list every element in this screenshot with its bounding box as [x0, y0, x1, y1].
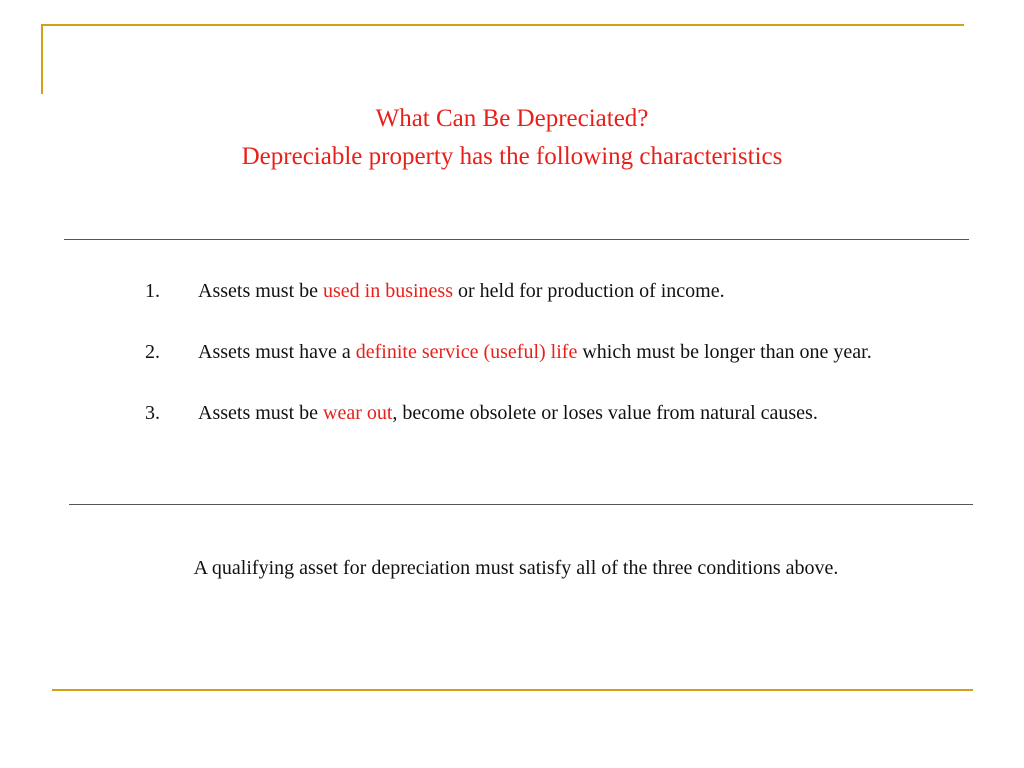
list-item [140, 398, 886, 429]
item-highlight: wear out [323, 402, 393, 424]
item-text-after: or held for production of income. [453, 280, 725, 302]
item-highlight: used in business [323, 280, 453, 302]
frame-bottom-border [52, 689, 973, 691]
conclusion-note: A qualifying asset for depreciation must satisfy all of the three conditions above. [193, 557, 839, 579]
title-line-2: Depreciable property has the following characteristics [241, 143, 783, 170]
item-number: 1. [145, 280, 160, 302]
list-item [140, 337, 886, 368]
bottom-divider [69, 504, 973, 505]
characteristics-list [140, 276, 886, 459]
item-text-after: , become obsolete or loses value from natural causes. [392, 402, 818, 424]
frame-top-border [42, 24, 964, 26]
top-divider [64, 239, 969, 240]
frame-left-border [41, 24, 43, 94]
item-text [198, 276, 886, 307]
item-highlight: definite service (useful) life [355, 341, 578, 363]
list-item [140, 276, 886, 307]
item-number: 3. [145, 402, 160, 424]
item-text-after: which must be longer than one year. [577, 341, 872, 363]
item-text-before: Assets must be [198, 280, 323, 302]
item-number: 2. [145, 341, 160, 363]
item-text [198, 398, 886, 429]
slide-title [0, 100, 1024, 176]
item-text-before: Assets must be [198, 402, 323, 424]
item-text [198, 337, 886, 368]
title-line-1: What Can Be Depreciated? [375, 105, 649, 132]
item-text-before: Assets must have a [198, 341, 356, 363]
